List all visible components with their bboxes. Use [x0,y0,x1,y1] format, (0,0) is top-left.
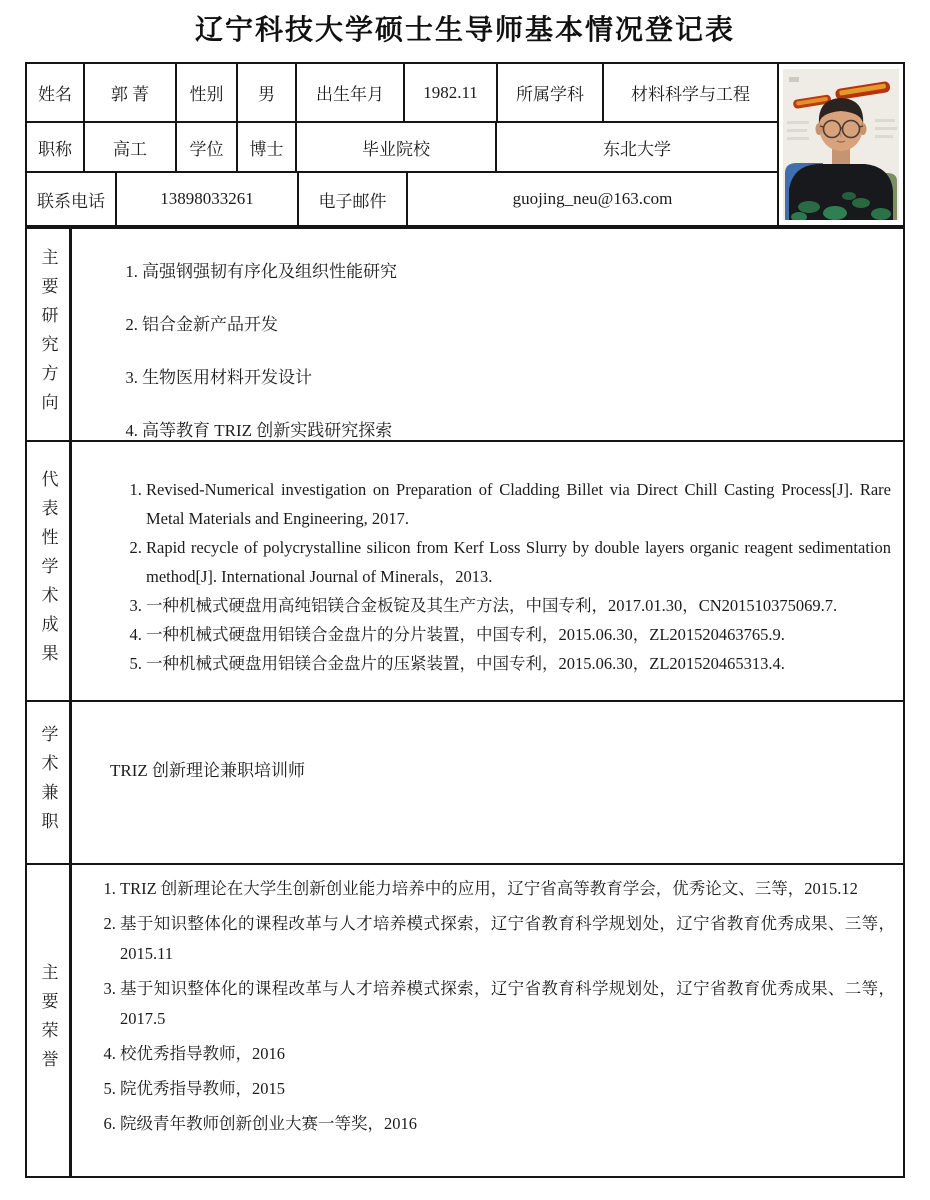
list-item: 5. 一种机械式硬盘用铝镁合金盘片的压紧装置，中国专利，2015.06.30，ZL201520465313.4. [146,649,891,678]
honors-list [72,874,903,1139]
job-title-label: 职称 [27,123,85,171]
section-label: 主要研究方向 [38,247,58,422]
page-title: 辽宁科技大学硕士生导师基本情况登记表 [194,15,735,46]
phone-value: 13898033261 [117,173,299,225]
section-label-col [27,702,72,863]
info-row-2 [27,123,777,173]
list-item: 5. 院优秀指导教师，2015 [120,1074,895,1104]
academic-position-text: TRIZ 创新理论兼职培训师 [110,761,306,780]
detail-sections-table [25,227,905,1178]
degree-value: 博士 [238,123,297,171]
phone-label: 联系电话 [27,173,117,225]
info-row-3 [27,173,777,225]
achievements-list [72,475,903,678]
list-item: 1. 高强钢强韧有序化及组织性能研究 [142,257,893,282]
section-academic-achievements [27,442,903,702]
list-item: 3. 基于知识整体化的课程改革与人才培养模式探索，辽宁省教育科学规划处，辽宁省教育优秀成果、二等，2017.5 [120,974,895,1034]
section-label: 学术兼职 [38,724,58,841]
name-label: 姓名 [27,64,85,121]
section-label-col [27,442,72,700]
list-item: 4. 高等教育 TRIZ 创新实践研究探索 [142,416,893,440]
list-item: 1. TRIZ 创新理论在大学生创新创业能力培养中的应用，辽宁省高等教育学会，优秀论文、三等，2015.12 [120,874,895,904]
list-item: 3. 一种机械式硬盘用高纯铝镁合金板锭及其生产方法，中国专利，2017.01.30，CN201510375069.7. [146,591,891,620]
section-content [72,229,903,440]
degree-label: 学位 [177,123,238,171]
email-value: guojing_neu@163.com [512,189,673,208]
section-content [72,442,903,700]
job-title-value: 高工 [85,123,177,171]
section-label: 主要荣誉 [38,962,58,1079]
list-item: 2. 基于知识整体化的课程改革与人才培养模式探索，辽宁省教育科学规划处，辽宁省教育优秀成果、三等，2015.11 [120,909,895,969]
research-directions-list [72,257,903,440]
discipline-value: 材料科学与工程 [631,85,750,104]
section-main-honors [27,865,903,1176]
school-value: 东北大学 [603,139,671,159]
list-item: 6. 院级青年教师创新创业大赛一等奖，2016 [120,1109,895,1139]
basic-info-table [25,62,905,227]
section-academic-positions [27,702,903,865]
birth-value: 1982.11 [405,64,498,121]
list-item: 3. 生物医用材料开发设计 [142,363,893,388]
portrait-photo [783,69,899,220]
list-item: 4. 校优秀指导教师，2016 [120,1039,895,1069]
section-label-col [27,229,72,440]
info-row-1 [27,64,777,123]
list-item: 1. Revised-Numerical investigation on Preparation of Cladding Billet via Direct Chill Casting Process[J]. Rare Metal Materials and Engineering, 2017. [146,475,891,533]
section-research-directions [27,229,903,442]
discipline-label: 所属学科 [498,64,604,121]
section-content [72,702,903,863]
list-item: 2. 铝合金新产品开发 [142,310,893,335]
gender-label: 性别 [177,64,238,121]
email-label: 电子邮件 [299,173,408,225]
list-item: 4. 一种机械式硬盘用铝镁合金盘片的分片装置，中国专利，2015.06.30，ZL201520463765.9. [146,620,891,649]
section-label-col [27,865,72,1176]
list-item: 2. Rapid recycle of polycrystalline silicon from Kerf Loss Slurry by double layers organic reagent sedimentation method[J]. International Journal of Minerals，2013. [146,533,891,591]
school-label: 毕业院校 [297,123,497,171]
section-label: 代表性学术成果 [38,469,58,673]
name-value: 郭 菁 [85,64,177,121]
birth-label: 出生年月 [297,64,405,121]
photo-cell [777,64,903,225]
section-content [72,865,903,1176]
gender-value: 男 [238,64,297,121]
